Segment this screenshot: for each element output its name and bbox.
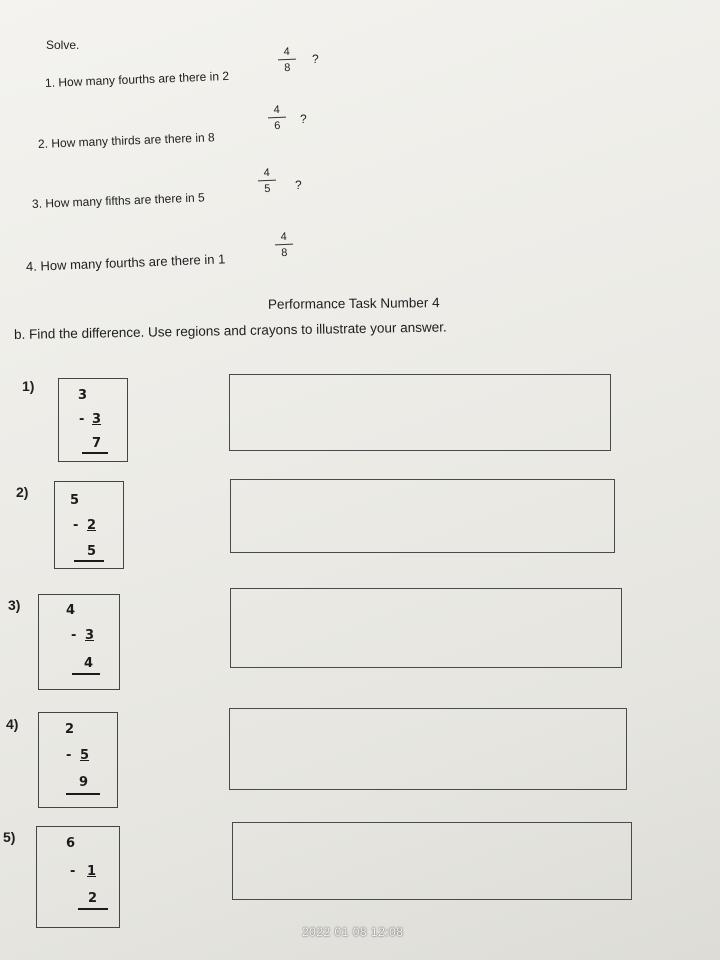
problem-4-numerator: 5	[80, 748, 90, 763]
performance-task-title: Performance Task Number 4	[267, 295, 440, 312]
fraction-bar	[258, 180, 276, 182]
problem-4-underline	[66, 793, 100, 795]
question-2: 2. How many thirds are there in 8	[37, 130, 215, 151]
problem-4-minus: -	[66, 748, 72, 763]
problem-1-answer-area[interactable]	[229, 374, 611, 451]
problem-1-numerator: 3	[92, 412, 102, 427]
problem-2-denominator: 5	[87, 544, 97, 559]
problem-5-underline	[78, 908, 108, 910]
fraction-bar	[278, 59, 296, 61]
problem-3-box	[38, 594, 120, 690]
problem-2-whole: 5	[70, 493, 80, 508]
problem-5-numerator: 1	[87, 864, 97, 879]
problem-1-denominator: 7	[92, 436, 102, 451]
problem-3-numerator: 3	[85, 628, 95, 643]
problem-1-underline	[82, 452, 108, 454]
problem-4-answer-area[interactable]	[229, 708, 627, 790]
fraction-bar	[275, 244, 293, 246]
task-instruction: b. Find the difference. Use regions and crayons to illustrate your answer.	[13, 319, 447, 342]
question-2-fraction	[267, 104, 286, 133]
problem-3-underline	[72, 673, 100, 675]
problem-2-minus: -	[73, 518, 79, 533]
problem-3-answer-area[interactable]	[230, 588, 622, 668]
problem-5-whole: 6	[66, 836, 76, 851]
fraction-denominator: 8	[281, 246, 288, 260]
fraction-bar	[268, 117, 286, 119]
problem-1-minus: -	[79, 412, 85, 427]
problem-3-denominator: 4	[84, 656, 94, 671]
question-4-fraction	[274, 231, 293, 260]
fraction-numerator: 4	[273, 103, 280, 117]
problem-4-whole: 2	[65, 722, 75, 737]
question-1-mark: ?	[312, 52, 319, 66]
problem-2-label: 2)	[16, 484, 29, 500]
fraction-denominator: 5	[264, 182, 271, 196]
problem-1-label: 1)	[22, 378, 35, 394]
fraction-numerator: 4	[283, 45, 290, 59]
photo-timestamp: 2022 01 08 12:08	[302, 925, 404, 939]
question-1-fraction	[277, 46, 296, 75]
problem-5-minus: -	[70, 864, 76, 879]
problem-5-answer-area[interactable]	[232, 822, 632, 900]
problem-4-label: 4)	[6, 716, 19, 732]
problem-2-underline	[74, 560, 104, 562]
question-1: 1. How many fourths are there in 2	[44, 68, 230, 90]
question-3: 3. How many fifths are there in 5	[31, 190, 205, 211]
fraction-numerator: 4	[263, 166, 270, 180]
problem-3-minus: -	[71, 628, 77, 643]
problem-5-label: 5)	[3, 829, 16, 845]
problem-3-whole: 4	[66, 603, 76, 618]
fraction-denominator: 6	[274, 119, 281, 133]
problem-1-whole: 3	[78, 388, 88, 403]
fraction-denominator: 8	[284, 61, 291, 75]
problem-2-answer-area[interactable]	[230, 479, 615, 553]
bleed-through-texture	[380, 60, 384, 75]
solve-label: Solve.	[46, 38, 80, 52]
question-3-fraction	[257, 167, 276, 196]
fraction-numerator: 4	[280, 230, 287, 244]
problem-2-numerator: 2	[87, 518, 97, 533]
problem-3-label: 3)	[8, 597, 21, 613]
problem-5-denominator: 2	[88, 891, 98, 906]
question-2-mark: ?	[300, 112, 307, 126]
question-3-mark: ?	[295, 178, 302, 192]
question-4: 4. How many fourths are there in 1	[25, 251, 226, 274]
problem-5-box	[36, 826, 120, 928]
problem-4-denominator: 9	[79, 775, 89, 790]
